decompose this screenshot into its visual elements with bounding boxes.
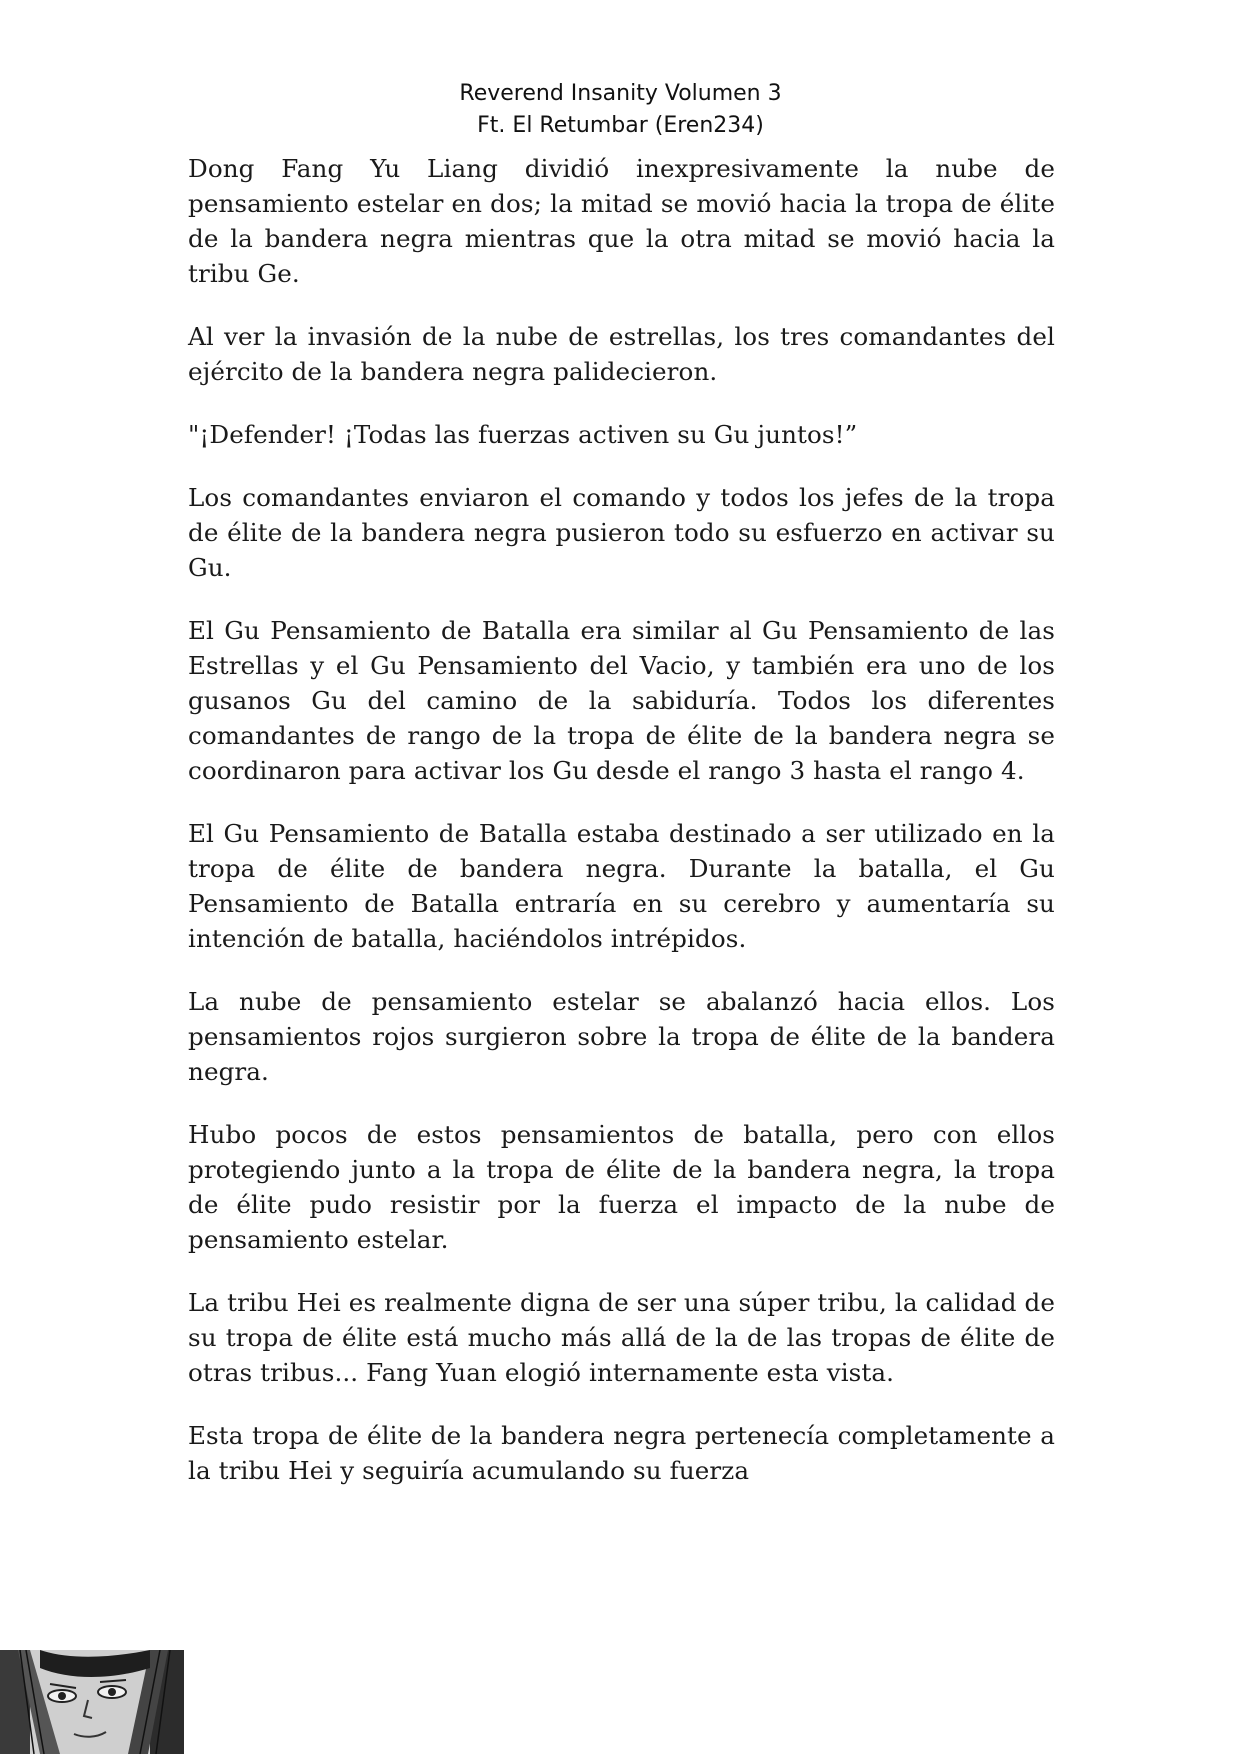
paragraph: Esta tropa de élite de la bandera negra pertenecía completamente a la tribu Hei y seguiría acumulando su fuerza [188,1421,1055,1485]
paragraph: Al ver la invasión de la nube de estrellas, los tres comandantes del ejército de la bandera negra palidecieron. [188,322,1055,386]
paragraph: La tribu Hei es realmente digna de ser una súper tribu, la calidad de su tropa de élite está mucho más allá de la de las tropas de élite de otras tribus... Fang Yuan elogió internamente esta vista. [188,1288,1055,1387]
chapter-text [188,151,1055,1516]
paragraph: Los comandantes enviaron el comando y todos los jefes de la tropa de élite de la bandera negra pusieron todo su esfuerzo en activar su Gu. [188,483,1055,582]
header-credit: Ft. El Retumbar (Eren234) [477,113,764,138]
paragraph: La nube de pensamiento estelar se abalanzó hacia ellos. Los pensamientos rojos surgieron sobre la tropa de élite de la bandera negra. [188,987,1055,1086]
paragraph: Dong Fang Yu Liang dividió inexpresivamente la nube de pensamiento estelar en dos; la mitad se movió hacia la tropa de élite de la bandera negra mientras que la otra mitad se movió hacia la tribu Ge. [188,154,1055,288]
page-header [0,78,1241,142]
paragraph: "¡Defender! ¡Todas las fuerzas activen su Gu juntos!” [188,420,858,449]
paragraph: Hubo pocos de estos pensamientos de batalla, pero con ellos protegiendo junto a la tropa de élite de la bandera negra, la tropa de élite pudo resistir por la fuerza el impacto de la nube de pensamiento estelar. [188,1120,1055,1254]
paragraph: El Gu Pensamiento de Batalla era similar al Gu Pensamiento de las Estrellas y el Gu Pensamiento del Vacio, y también era uno de los gusanos Gu del camino de la sabiduría. Todos los diferentes comandantes de rango de la tropa de élite de la bandera negra se coordinaron para activar los Gu desde el rango 3 hasta el rango 4. [188,616,1055,785]
manga-portrait-icon [0,1650,184,1754]
paragraph: El Gu Pensamiento de Batalla estaba destinado a ser utilizado en la tropa de élite de bandera negra. Durante la batalla, el Gu Pensamiento de Batalla entraría en su cerebro y aumentaría su intención de batalla, haciéndolos intrépidos. [188,819,1055,953]
header-title: Reverend Insanity Volumen 3 [459,81,782,106]
